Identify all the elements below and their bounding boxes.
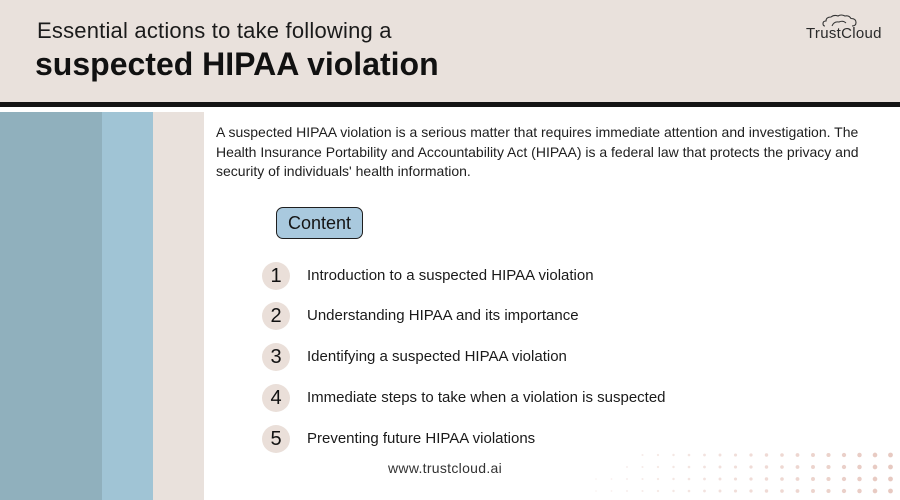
decor-dot xyxy=(811,465,815,469)
decor-dot xyxy=(688,454,691,457)
decor-dot xyxy=(796,453,800,457)
decor-dot xyxy=(765,489,768,492)
decor-dot xyxy=(734,477,737,480)
decor-dot xyxy=(749,465,752,468)
decor-dot xyxy=(703,454,706,457)
decor-dot xyxy=(796,489,800,493)
decor-dot xyxy=(719,454,722,457)
decor-dot xyxy=(657,454,659,456)
decor-dot xyxy=(796,477,800,481)
decor-dot xyxy=(765,453,768,456)
decor-dot xyxy=(749,477,752,480)
decor-dot xyxy=(765,477,768,480)
toc-number-badge: 1 xyxy=(262,262,290,290)
toc-item[interactable] xyxy=(262,302,782,330)
decor-dot xyxy=(672,490,674,492)
decor-dot xyxy=(657,478,659,480)
decor-dot xyxy=(811,489,815,493)
decor-dot xyxy=(672,454,674,456)
toc-item[interactable] xyxy=(262,343,782,371)
decor-dot xyxy=(888,489,893,494)
decor-dot xyxy=(842,465,846,469)
decor-dot xyxy=(611,490,613,492)
website-link[interactable]: www.trustcloud.ai xyxy=(388,460,503,476)
decor-dot xyxy=(811,477,815,481)
decor-dot xyxy=(749,453,752,456)
decor-dot xyxy=(657,466,659,468)
decor-dot xyxy=(672,466,674,468)
toc-item-label: Understanding HIPAA and its importance xyxy=(307,307,579,324)
decor-dot xyxy=(780,465,784,469)
decor-dot xyxy=(873,477,878,482)
decor-dot xyxy=(765,465,768,468)
decor-dot xyxy=(688,490,691,493)
decor-dot xyxy=(888,453,893,458)
decor-dot xyxy=(826,453,830,457)
decor-dot xyxy=(688,478,691,481)
decor-dot xyxy=(703,478,706,481)
content-heading: Content xyxy=(276,207,363,239)
decor-dot-pattern xyxy=(590,447,900,500)
toc-item[interactable] xyxy=(262,262,782,290)
toc-number-badge: 3 xyxy=(262,343,290,371)
decor-dot xyxy=(857,465,861,469)
decor-dot xyxy=(688,466,691,469)
decor-dot xyxy=(826,489,830,493)
decor-dot xyxy=(857,477,861,481)
decor-dot xyxy=(641,466,643,468)
decor-stripe-dark xyxy=(0,112,102,500)
decor-dot xyxy=(826,477,830,481)
decor-dot xyxy=(734,453,737,456)
decor-dot xyxy=(749,489,752,492)
decor-dot xyxy=(888,477,893,482)
toc-number-badge: 2 xyxy=(262,302,290,330)
decor-dot xyxy=(719,490,722,493)
page-subtitle: Essential actions to take following a xyxy=(37,18,392,43)
toc-item-label: Introduction to a suspected HIPAA violation xyxy=(307,267,594,284)
decor-dot xyxy=(672,478,674,480)
decor-dot xyxy=(842,453,846,457)
decor-dot xyxy=(857,489,861,493)
decor-dot xyxy=(719,466,722,469)
logo-text: TrustCloud xyxy=(806,25,882,42)
toc-item-label: Preventing future HIPAA violations xyxy=(307,430,536,447)
decor-stripe-light xyxy=(102,112,153,500)
decor-dot xyxy=(873,453,878,458)
decor-dot xyxy=(719,478,722,481)
toc-item-label: Immediate steps to take when a violation is suspected xyxy=(307,389,666,406)
decor-dot xyxy=(842,477,846,481)
decor-dot xyxy=(626,466,628,468)
decor-stripe-beige xyxy=(153,112,204,500)
decor-dot xyxy=(811,453,815,457)
decor-dot xyxy=(626,478,628,480)
decor-dot xyxy=(842,489,846,493)
trustcloud-logo[interactable] xyxy=(806,16,890,42)
decor-dot xyxy=(873,489,878,494)
decor-dot xyxy=(857,453,861,457)
decor-dot xyxy=(641,490,643,492)
decor-dot xyxy=(826,465,830,469)
decor-dot xyxy=(595,490,597,492)
decor-dot xyxy=(641,454,643,456)
decor-dot xyxy=(780,477,784,481)
decor-dot xyxy=(703,466,706,469)
toc-number-badge: 5 xyxy=(262,425,290,453)
toc-number-badge: 4 xyxy=(262,384,290,412)
decor-dot xyxy=(703,490,706,493)
page-title: suspected HIPAA violation xyxy=(35,46,439,82)
decor-dot xyxy=(626,490,628,492)
decor-dot xyxy=(780,453,784,457)
decor-dot xyxy=(734,465,737,468)
decor-dot xyxy=(595,478,597,480)
header-band xyxy=(0,0,900,107)
decor-dot xyxy=(657,490,659,492)
toc-item[interactable] xyxy=(262,384,782,412)
decor-dot xyxy=(873,465,878,470)
decor-dot xyxy=(611,478,613,480)
decor-dot xyxy=(780,489,784,493)
intro-paragraph: A suspected HIPAA violation is a serious matter that requires immediate attention and investigation. The Health Insurance Portability and Accountability Act (HIPAA) is a federal law that protects the privacy and security of individuals' health information. xyxy=(216,124,859,179)
decor-dot xyxy=(734,489,737,492)
decor-dot xyxy=(796,465,800,469)
decor-dot xyxy=(888,465,893,470)
decor-dot xyxy=(641,478,643,480)
toc-item-label: Identifying a suspected HIPAA violation xyxy=(307,348,567,365)
